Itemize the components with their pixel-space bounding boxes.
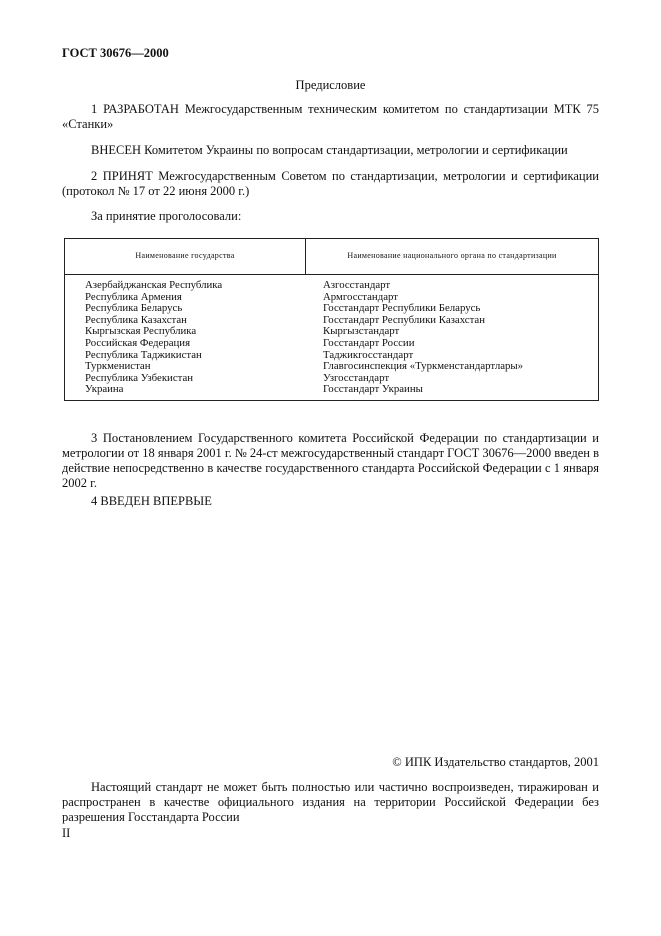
state-cell: Республика Беларусь: [85, 302, 183, 315]
body-cell: Госстандарт Украины: [323, 383, 423, 396]
table-body: [65, 280, 598, 396]
document-code: ГОСТ 30676—2000: [62, 46, 169, 60]
table-row: [65, 338, 598, 350]
state-cell: Кыргызская Республика: [85, 325, 197, 338]
paragraph-voted-for: За принятие проголосовали:: [91, 209, 242, 223]
table-row: [65, 280, 598, 292]
paragraph-developed-by: 1 РАЗРАБОТАН Межгосударственным техническим комитетом по стандартизации МТК 75 «Станки»: [62, 102, 599, 131]
state-cell: Российская Федерация: [85, 336, 191, 349]
paragraph-adopted-by: 2 ПРИНЯТ Межгосударственным Советом по стандартизации, метрологии и сертификации (протокол № 17 от 22 июня 2000 г.): [62, 169, 599, 198]
column-header-state: Наименование государства: [135, 251, 235, 260]
state-cell: Республика Казахстан: [85, 313, 187, 326]
body-cell: Узгосстандарт: [323, 371, 390, 384]
state-cell: Туркменистан: [85, 360, 151, 373]
body-cell: Госстандарт России: [323, 336, 415, 349]
table-row: [65, 384, 598, 396]
page-number: II: [62, 826, 71, 840]
paragraph-introduced-by: ВНЕСЕН Комитетом Украины по вопросам стандартизации, метрологии и сертификации: [91, 143, 568, 157]
copyright-line: © ИПК Издательство стандартов, 2001: [392, 755, 599, 769]
paragraph-resolution: 3 Постановлением Государственного комитета Российской Федерации по стандартизации и метрологии от 18 января 2001 г. № 24-ст межгосударственный стандарт ГОСТ 30676—2000 введен в действие непосредственно в качестве государственного стандарта Российской Федерации с 1 января 2002 г.: [62, 431, 599, 490]
table-row: [65, 361, 598, 373]
state-cell: Украина: [85, 383, 124, 396]
page-title: Предисловие: [295, 78, 366, 92]
paragraph-first-introduced: 4 ВВЕДЕН ВПЕРВЫЕ: [91, 494, 212, 508]
state-cell: Республика Армения: [85, 290, 182, 303]
table-header: [65, 239, 598, 275]
state-cell: Республика Узбекистан: [85, 371, 194, 384]
body-cell: Кыргызстандарт: [323, 325, 400, 338]
voting-table: [64, 238, 599, 401]
body-cell: Азгосстандарт: [323, 279, 391, 291]
reproduction-notice: Настоящий стандарт не может быть полностью или частично воспроизведен, тиражирован и распространен в качестве официального издания на территории Российской Федерации без разрешения Госстандарта России: [62, 780, 599, 824]
state-cell: Азербайджанская Республика: [85, 279, 223, 291]
body-cell: Госстандарт Республики Казахстан: [323, 313, 485, 326]
state-cell: Республика Таджикистан: [85, 348, 202, 361]
body-cell: Армгосстандарт: [323, 290, 398, 303]
body-cell: Таджикгосстандарт: [323, 348, 414, 361]
body-cell: Госстандарт Республики Беларусь: [323, 302, 481, 315]
column-header-standards-body: Наименование национального органа по стандартизации: [347, 251, 557, 260]
body-cell: Главгосинспекция «Туркменстандартлары»: [323, 360, 524, 373]
